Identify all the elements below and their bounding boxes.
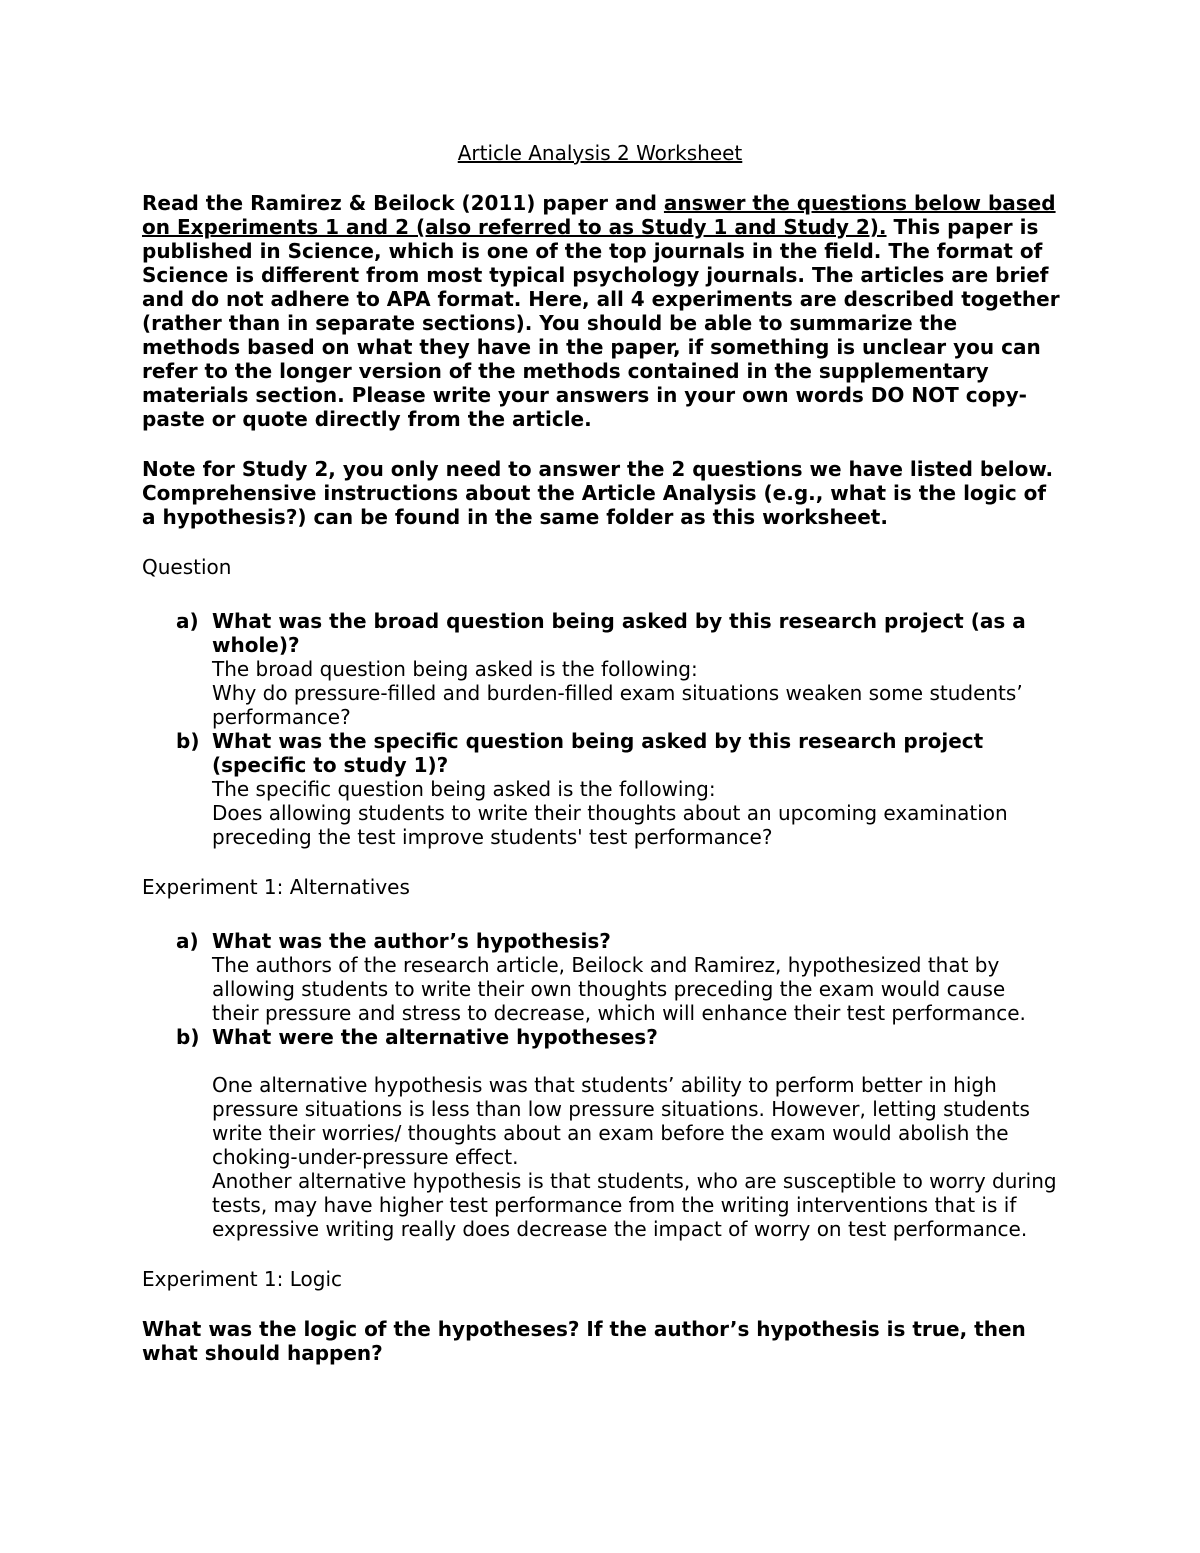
question-text: What were the alternative hypotheses? [212,1025,658,1049]
list-item [176,1025,1058,1241]
list-item [176,609,1058,729]
answer-line: Does allowing students to write their thoughts about an upcoming examination preceding the test improve students' test performance? [212,801,1008,849]
answer-line: Why do pressure-filled and burden-filled exam situations weaken some students’ performance? [212,681,1023,729]
answer-line: The authors of the research article, Beilock and Ramirez, hypothesized that by allowing students to write their own thoughts preceding the exam would cause their pressure and stress to decrease, which will enhance their test performance. [212,953,1026,1025]
list-marker: a) [176,929,199,953]
answer-line: The specific question being asked is the following: [212,777,716,801]
list-item [176,929,1058,1025]
intro-lead: Read the Ramirez & Beilock (2011) paper and [142,191,664,215]
question-text: What was the specific question being asked by this research project (specific to study 1)? [212,729,984,777]
section-heading-alternatives: Experiment 1: Alternatives [142,875,410,899]
question-text: What was the author’s hypothesis? [212,929,611,953]
list-marker: b) [176,729,200,753]
list-marker: a) [176,609,199,633]
answer-line: The broad question being asked is the following: [212,657,698,681]
intro-rest: This paper is published in Science, which is one of the top journals in the field. The format of Science is different from most typical psychology journals. The articles are brief and do not adhere to APA format. Here, all 4 experiments are described together (rather than in separate sections). You should be able to summarize the methods based on what they have in the paper, if something is unclear you can refer to the longer version of the methods contained in the supplementary materials section. Please write your answers in your own words DO NOT copy-paste or quote directly from the article. [142,215,1060,431]
section-heading-logic: Experiment 1: Logic [142,1267,343,1291]
alternatives-list [176,929,1058,1241]
intro-paragraph [142,191,1062,431]
list-item [176,729,1058,849]
intro-underlined: answer the questions below based on Experiments 1 and 2 (also referred to as Study 1 and Study 2). [142,191,1056,239]
answer-line: One alternative hypothesis was that students’ ability to perform better in high pressure situations is less than low pressure situations. However, letting students write their worries/ thoughts about an exam before the exam would abolish the choking-under-pressure effect. [212,1073,1030,1169]
document-title: Article Analysis 2 Worksheet [457,141,743,165]
list-marker: b) [176,1025,200,1049]
section-heading-question: Question [142,555,232,579]
note-paragraph: Note for Study 2, you only need to answer the 2 questions we have listed below. Comprehensive instructions about the Article Analysis (e.g., what is the logic of a hypothesis?) can be found in the same folder as this worksheet. [142,457,1054,529]
logic-question: What was the logic of the hypotheses? If the author’s hypothesis is true, then what should happen? [142,1317,1026,1365]
answer-line: Another alternative hypothesis is that students, who are susceptible to worry during tests, may have higher test performance from the writing interventions that is if expressive writing really does decrease the impact of worry on test performance. [212,1169,1057,1241]
question-list [176,609,1058,849]
question-text: What was the broad question being asked by this research project (as a whole)? [212,609,1026,657]
